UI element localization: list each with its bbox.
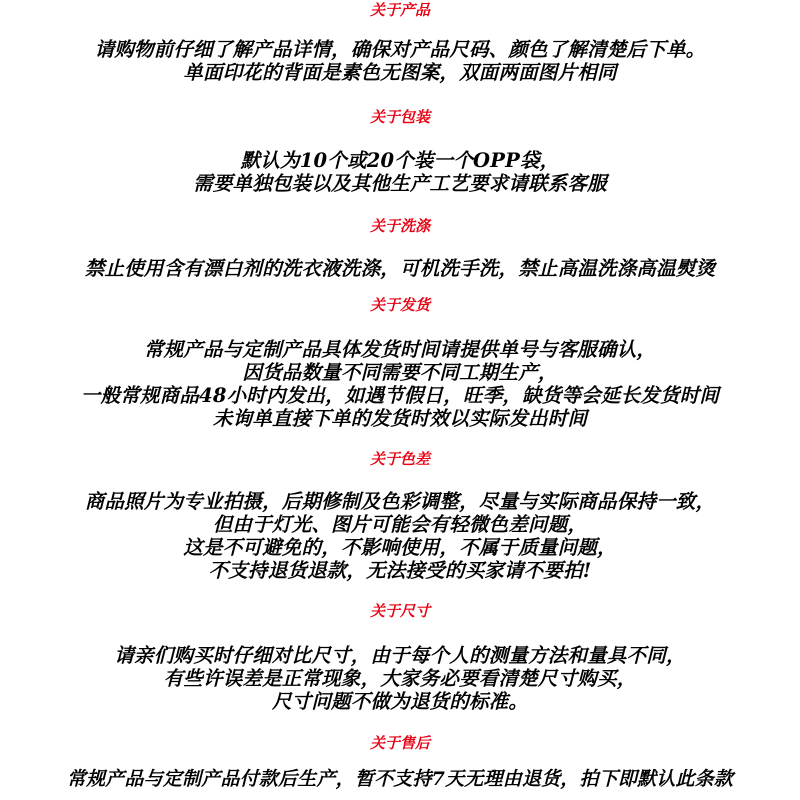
section-shipping [0, 296, 800, 314]
body-line: 禁止使用含有漂白剂的洗衣液洗涤，可机洗手洗，禁止高温洗涤高温熨烫 [84, 257, 716, 280]
section-size [0, 602, 800, 620]
body-line: 但由于灯光、图片可能会有轻微色差问题， [212, 513, 588, 536]
section-after-sales-body [0, 768, 800, 791]
body-line: 默认为10个或20个装一个OPP袋， [240, 149, 560, 172]
section-heading: 关于包装 [369, 108, 430, 126]
section-washing [0, 217, 800, 235]
section-size-body [0, 644, 800, 713]
body-line: 请亲们购买时仔细对比尺寸，由于每个人的测量方法和量具不同， [114, 644, 686, 667]
body-line: 有些许误差是正常现象，大家务必要看清楚尺寸购买， [163, 667, 637, 690]
body-line: 未询单直接下单的发货时效以实际发出时间 [212, 407, 588, 430]
section-heading: 关于尺寸 [369, 602, 430, 620]
section-product [0, 1, 800, 19]
body-line: 商品照片为专业拍摄，后期修制及色彩调整，尽量与实际商品保持一致， [84, 490, 716, 513]
section-heading: 关于产品 [369, 1, 430, 19]
body-line: 常规产品与定制产品具体发货时间请提供单号与客服确认， [143, 338, 657, 361]
section-heading: 关于售后 [369, 734, 430, 752]
body-line: 因货品数量不同需要不同工期生产， [242, 361, 558, 384]
body-line: 不支持退货退款，无法接受的买家请不要拍! [208, 559, 592, 582]
body-line: 单面印花的背面是素色无图案，双面两面图片相同 [183, 61, 617, 84]
section-color-difference-body [0, 490, 800, 582]
section-heading: 关于色差 [369, 450, 430, 468]
section-after-sales [0, 734, 800, 752]
body-line: 一般常规商品48小时内发出，如遇节假日，旺季，缺货等会延长发货时间 [80, 384, 720, 407]
section-packaging-body [0, 149, 800, 195]
section-washing-body [0, 257, 800, 280]
body-line: 常规产品与定制产品付款后生产，暂不支持7天无理由退货，拍下即默认此条款 [66, 768, 734, 790]
section-heading: 关于发货 [369, 296, 430, 314]
section-color-difference [0, 450, 800, 468]
section-heading: 关于洗涤 [369, 217, 430, 235]
body-line: 这是不可避免的，不影响使用，不属于质量问题， [183, 536, 617, 559]
section-packaging [0, 108, 800, 126]
section-shipping-body [0, 338, 800, 430]
body-line: 请购物前仔细了解产品详情，确保对产品尺码、颜色了解清楚后下单。 [94, 38, 706, 61]
section-product-body [0, 38, 800, 84]
body-line: 需要单独包装以及其他生产工艺要求请联系客服 [193, 172, 607, 195]
body-line: 尺寸问题不做为退货的标准。 [271, 690, 529, 713]
